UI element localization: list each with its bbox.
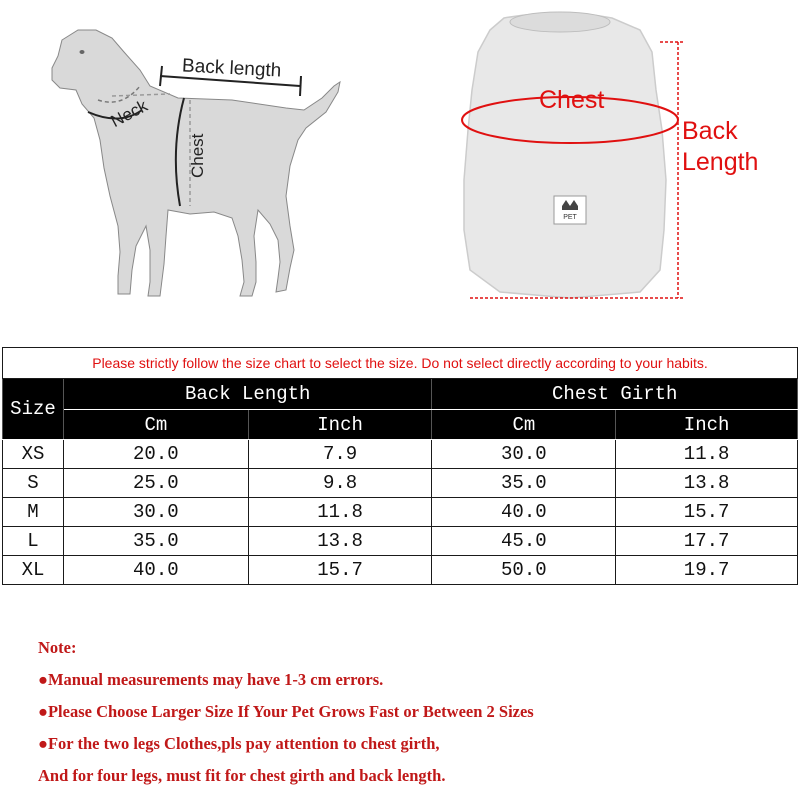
note-line: ●Please Choose Larger Size If Your Pet Grows Fast or Between 2 Sizes <box>38 702 534 721</box>
table-row <box>3 527 798 556</box>
back-inch-cell: 9.8 <box>248 469 432 498</box>
table-row <box>3 556 798 585</box>
chest-inch-cell: 13.8 <box>616 469 798 498</box>
back-inch-cell: 13.8 <box>248 527 432 556</box>
back-length-header: Back Length <box>63 379 432 410</box>
size-chart-warning: Please strictly follow the size chart to select the size. Do not select directly according to your habits. <box>3 348 798 379</box>
note-line: ●Manual measurements may have 1-3 cm errors. <box>38 670 384 689</box>
size-cell: M <box>3 498 64 527</box>
unit-header-back-inch: Inch <box>248 410 432 440</box>
back-length-tick-left <box>160 66 162 86</box>
size-cell: XS <box>3 440 64 469</box>
measurement-illustration <box>0 0 800 330</box>
note-line: And for four legs, must fit for chest girth and back length. <box>38 766 446 785</box>
back-cm-cell: 40.0 <box>63 556 248 585</box>
sweater-back-length-label: Back Length <box>682 117 759 176</box>
size-cell: L <box>3 527 64 556</box>
notes-section <box>38 637 534 797</box>
unit-header-chest-cm: Cm <box>432 410 616 440</box>
chest-inch-cell: 19.7 <box>616 556 798 585</box>
sweater-body <box>464 13 666 298</box>
back-inch-cell: 7.9 <box>248 440 432 469</box>
chest-cm-cell: 30.0 <box>432 440 616 469</box>
dog-chest-label: Chest <box>188 133 207 178</box>
back-length-tick-right <box>300 76 301 96</box>
sweater-collar <box>510 12 610 32</box>
chest-cm-cell: 45.0 <box>432 527 616 556</box>
size-header: Size <box>3 379 64 440</box>
back-inch-cell: 15.7 <box>248 556 432 585</box>
chest-cm-cell: 50.0 <box>432 556 616 585</box>
dog-back-length-label: Back length <box>181 55 282 82</box>
table-row <box>3 440 798 469</box>
back-cm-cell: 30.0 <box>63 498 248 527</box>
chest-inch-cell: 11.8 <box>616 440 798 469</box>
unit-header-chest-inch: Inch <box>616 410 798 440</box>
table-row <box>3 498 798 527</box>
sweater-chest-label: Chest <box>539 86 605 114</box>
back-cm-cell: 35.0 <box>63 527 248 556</box>
sweater-tag-text: PET <box>563 214 577 221</box>
back-cm-cell: 25.0 <box>63 469 248 498</box>
chest-inch-cell: 17.7 <box>616 527 798 556</box>
size-cell: XL <box>3 556 64 585</box>
chest-cm-cell: 40.0 <box>432 498 616 527</box>
dog-neck-label: Neck <box>107 96 151 132</box>
notes-title: Note: <box>38 638 77 657</box>
size-chart-table <box>2 347 798 585</box>
back-inch-cell: 11.8 <box>248 498 432 527</box>
back-cm-cell: 20.0 <box>63 440 248 469</box>
dog-eye <box>80 50 85 54</box>
chest-inch-cell: 15.7 <box>616 498 798 527</box>
illustration-area <box>0 0 800 330</box>
unit-header-back-cm: Cm <box>63 410 248 440</box>
table-row <box>3 469 798 498</box>
note-line: ●For the two legs Clothes,pls pay attention to chest girth, <box>38 734 440 753</box>
chest-cm-cell: 35.0 <box>432 469 616 498</box>
chest-girth-header: Chest Girth <box>432 379 798 410</box>
size-cell: S <box>3 469 64 498</box>
